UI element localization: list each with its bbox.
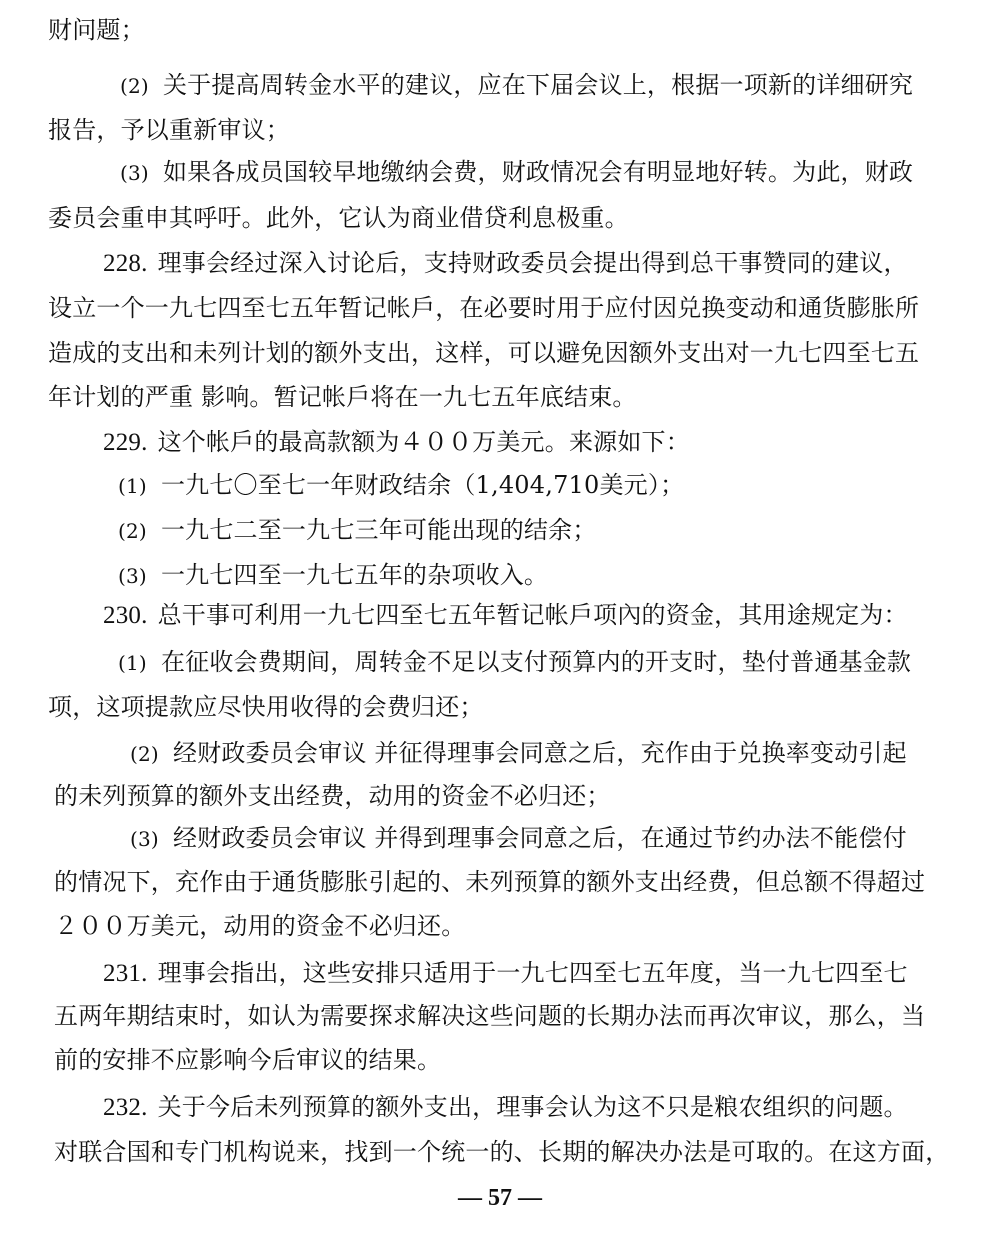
paragraph-line (48, 382, 637, 412)
paragraph-line-numbered (118, 560, 548, 591)
paragraph-line (48, 115, 290, 145)
line-text: 的未列预算的额外支出经费，动用的资金不必归还； (54, 782, 611, 810)
line-text: 对联合国和专门机构说来，找到一个统一的、长期的解决办法是可取的。在这方面， (54, 1138, 950, 1166)
line-text: 理事会经过深入讨论后，支持财政委员会提出得到总干事赞同的建议， (157, 249, 908, 277)
line-text: 项，这项提款应尽快用收得的会费归还； (48, 693, 484, 721)
line-text: 一九七〇至七一年财政结余（1,404,710美元）； (160, 471, 685, 499)
paragraph-line (48, 293, 919, 323)
paragraph-line-numbered (118, 647, 911, 678)
paragraph-line (48, 203, 629, 233)
line-text: 关于今后未列预算的额外支出，理事会认为这不只是粮农组织的问题。 (157, 1093, 908, 1121)
paragraph-line-numbered (103, 427, 690, 458)
page-number: — 57 — (458, 1185, 542, 1211)
line-text: 报告，予以重新审议； (48, 116, 290, 144)
paragraph-line-numbered (103, 600, 908, 631)
line-text: 在征收会费期间，周转金不足以支付预算内的开支时，垫付普通基金款 (160, 648, 912, 676)
line-text: 这个帐戶的最高款额为４００万美元。来源如下： (157, 428, 690, 456)
line-text: 设立一个一九七四至七五年暂记帐戶，在必要时用于应付因兑换变动和通货膨胀所 (48, 294, 920, 322)
paragraph-number: 232. (103, 1094, 148, 1121)
paragraph-line-numbered (130, 823, 907, 854)
paragraph-line (54, 1001, 925, 1031)
paragraph-number: 231. (103, 960, 148, 987)
line-text: 财问题； (48, 16, 145, 44)
line-text: 一九七二至一九七三年可能出现的结余； (160, 516, 597, 544)
line-text: 总干事可利用一九七四至七五年暂记帐戶项內的资金，其用途规定为： (157, 601, 908, 629)
list-item-marker: (3) (120, 161, 149, 185)
paragraph-number: 230. (103, 602, 148, 629)
paragraph-number: 228. (103, 250, 148, 277)
line-text: 委员会重申其呼吁。此外，它认为商业借贷利息极重。 (48, 204, 629, 232)
line-text: 造成的支出和未列计划的额外支出，这样，可以避免因额外支出对一九七四至七五 (48, 339, 920, 367)
paragraph-line-numbered (103, 248, 908, 279)
paragraph-line (54, 781, 611, 811)
list-item-marker: (3) (130, 827, 159, 851)
paragraph-line-numbered (130, 738, 907, 769)
line-text: 经财政委员会审议 并征得理事会同意之后，充作由于兑换率变动引起 (172, 739, 907, 767)
line-text: 五两年期结束时，如认为需要探求解决这些问题的长期办法而再次审议，那么，当 (54, 1002, 926, 1030)
paragraph-line-numbered (118, 470, 684, 501)
line-text: 一九七四至一九七五年的杂项收入。 (160, 561, 549, 589)
paragraph-line-numbered (120, 70, 913, 101)
paragraph-line-numbered (103, 958, 908, 989)
paragraph-line-numbered (120, 157, 913, 188)
list-item-marker: (2) (120, 74, 149, 98)
paragraph-line (48, 15, 145, 45)
paragraph-number: 229. (103, 429, 148, 456)
paragraph-line (54, 1045, 441, 1075)
line-text: 关于提高周转金水平的建议，应在下届会议上，根据一项新的详细研究 (162, 71, 914, 99)
list-item-marker: (1) (118, 474, 147, 498)
list-item-marker: (1) (118, 651, 147, 675)
list-item-marker: (2) (130, 742, 159, 766)
line-text: 理事会指出，这些安排只适用于一九七四至七五年度，当一九七四至七 (157, 959, 908, 987)
line-text: 年计划的严重 影响。暂记帐戶将在一九七五年底结束。 (48, 383, 637, 411)
line-text: 前的安排不应影响今后审议的结果。 (54, 1046, 442, 1074)
paragraph-line-numbered (103, 1092, 908, 1123)
paragraph-line (54, 911, 465, 941)
list-item-marker: (2) (118, 519, 147, 543)
paragraph-line (48, 338, 919, 368)
paragraph-line (48, 692, 484, 722)
line-text: 如果各成员国较早地缴纳会费，财政情况会有明显地好转。为此，财政 (162, 158, 914, 186)
paragraph-line-numbered (118, 515, 597, 546)
line-text: 的情况下，充作由于通货膨胀引起的、未列预算的额外支出经费，但总额不得超过 (54, 868, 926, 896)
list-item-marker: (3) (118, 564, 147, 588)
line-text: 经财政委员会审议 并得到理事会同意之后，在通过节约办法不能偿付 (172, 824, 907, 852)
paragraph-line (54, 867, 925, 897)
paragraph-line (54, 1137, 949, 1167)
line-text: ２００万美元，动用的资金不必归还。 (54, 912, 466, 940)
